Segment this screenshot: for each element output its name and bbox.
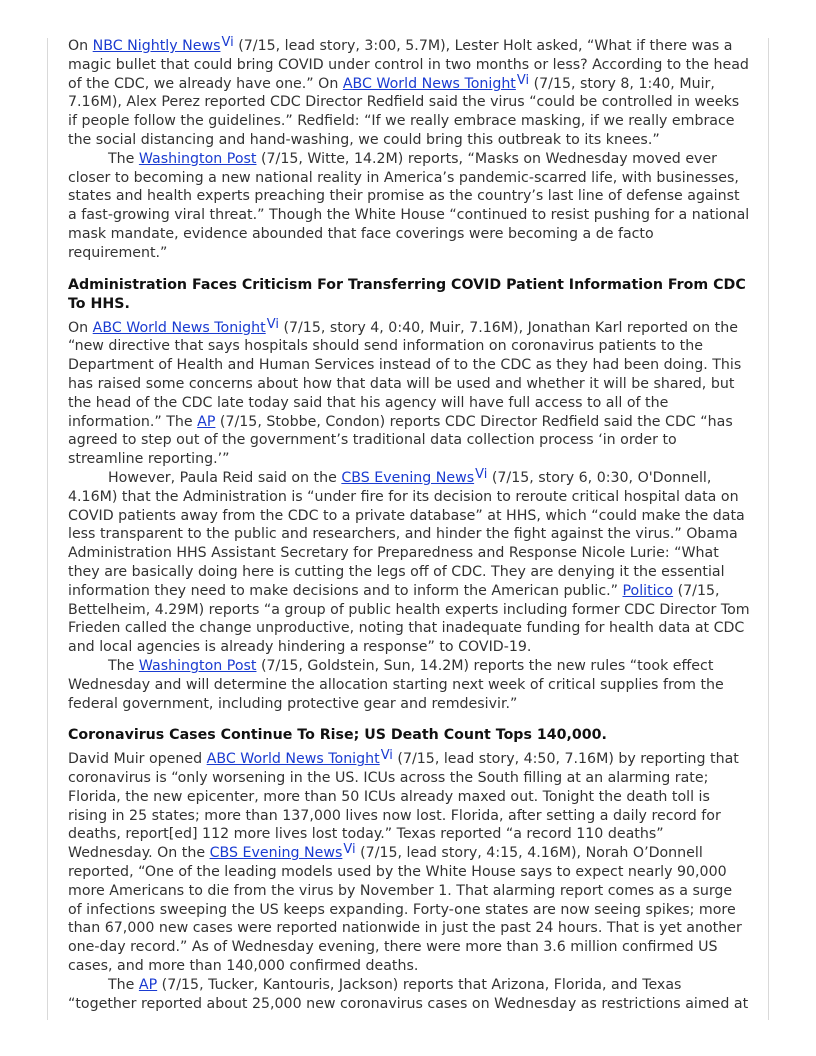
link-ap[interactable]: AP [138,976,158,993]
paragraph-text: On [68,319,93,336]
paragraph-text: The [108,150,139,167]
paragraph-text: (7/15, story 6, 0:30, O'Donnell, 4.16M) that the Administration is “under fire for its decision to reroute critical hospital data on COVID patients away from the CDC to a private database” at HHS, which “could make the data less transparent to the public and researchers, and hinder the fight against the virus.” Obama Administration HHS Assistant Secretary for Preparedness and Response Nicole Lurie: “What they are basically doing here is cutting the legs off of CDC. They are denying it the essential information they need to make decisions and to inform the American public.” [68,469,745,599]
link-ap[interactable]: AP [197,413,216,430]
video-icon[interactable]: Vi [475,466,488,482]
paragraph-hhs-wapo [68,657,750,713]
paragraph-text: (7/15, Witte, 14.2M) reports, “Masks on Wednesday moved ever closer to becoming a new national reality in America’s pandemic-scarred life, with businesses, states and health experts preaching their promise as the country’s last line of defense against a fast-growing viral threat.” Though the White House “continued to resist pushing for a national mask mandate, evidence abounded that face coverings were becoming a de facto requirement.” [68,150,750,261]
page-border-right [768,38,769,1020]
paragraph-text: (7/15, Goldstein, Sun, 14.2M) reports the new rules “took effect Wednesday and will determine the allocation starting next week of critical supplies from the federal government, including protective gear and remdesivir.” [68,657,724,712]
heading-cdc-data-transfer: Administration Faces Criticism For Transferring COVID Patient Information From CDC To HHS. [68,276,746,312]
link-politico[interactable]: Politico [622,582,674,599]
paragraph-text: (7/15, lead story, 4:50, 7.16M) by reporting that coronavirus is “only worsening in the US. ICUs across the South filling at an alarming rate; Florida, the new epicenter, more than 50 ICUs already maxed out. Tonight the death toll is rising in 25 states; more than 137,000 lives now lost. Florida, after setting a daily record for deaths, report[ed] 112 more lives lost today.” Texas reported “a record 110 deaths” Wednesday. On the [68,751,739,862]
paragraph-text: (7/15, story 4, 0:40, Muir, 7.16M), Jonathan Karl reported on the “new directive that says hospitals should send information on coronavirus patients to the Department of Health and Human Services instead of to the CDC as they had been doing. This has raised some concerns about how that data will be used and whether it will be shared, but the head of the CDC late today said that his agency will have full access to all of the information.” The [68,319,742,430]
video-icon[interactable]: Vi [516,72,530,88]
paragraph-text: David Muir opened [68,751,207,768]
link-nbc-nightly-news[interactable]: NBC Nightly News [92,38,221,54]
page-border-left [47,38,48,1020]
paragraph-text: The [108,657,139,674]
paragraph-cases-abc-cbs [68,750,750,976]
paragraph-text: On [68,38,93,54]
heading-cases-rise: Coronavirus Cases Continue To Rise; US Death Count Tops 140,000. [68,727,607,744]
paragraph-text: (7/15, Bettelheim, 4.29M) reports “a group of public health experts including former CDC Director Tom Frieden called the change unproductive, noting that inadequate funding for health data at CDC and local agencies is already hindering a response” to COVID-19. [68,582,750,656]
news-briefing-body [68,37,750,1013]
paragraph-text: (7/15, Stobbe, Condon) reports CDC Director Redfield said the CDC “has agreed to step out of the government’s traditional data collection process ‘in order to streamline reporting.’” [68,413,733,468]
video-icon[interactable]: Vi [380,748,393,764]
paragraph-masks-wapo [68,150,750,263]
paragraph-text: (7/15, Tucker, Kantouris, Jackson) reports that Arizona, Florida, and Texas “together reported about 25,000 new coronavirus cases on Wednesday as restrictions aimed at [68,976,749,1012]
paragraph-masks-nbc [68,37,750,150]
video-icon[interactable]: Vi [266,316,279,332]
link-abc-world-news-tonight[interactable]: ABC World News Tonight [206,751,380,768]
paragraph-text: However, Paula Reid said on the [108,469,342,486]
paragraph-text: (7/15, lead story, 4:15, 4.16M), Norah O’Donnell reported, “One of the leading models used by the White House says to expect nearly 90,000 more Americans to die from the virus by November 1. That alarming report comes as a surge of infections sweeping the US keeps expanding. Forty-one states are now seeing spikes; more than 67,000 new cases were reported nationwide in just the past 24 hours. That is yet another one-day record.” As of Wednesday evening, there were more than 3.6 million confirmed US cases, and more than 140,000 confirmed deaths. [68,845,742,975]
paragraph-hhs-cbs [68,466,750,657]
link-washington-post[interactable]: Washington Post [138,150,257,167]
link-washington-post[interactable]: Washington Post [138,657,257,674]
link-abc-world-news-tonight[interactable]: ABC World News Tonight [92,319,266,336]
link-cbs-evening-news[interactable]: CBS Evening News [341,469,475,486]
video-icon[interactable]: Vi [343,842,356,858]
link-abc-world-news-tonight[interactable]: ABC World News Tonight [342,75,516,92]
paragraph-text: (7/15, lead story, 3:00, 5.7M), Lester Holt asked, “What if there was a magic bullet that could bring COVID under control in two months or less? According to the head of the CDC, we already have one.” On [68,38,749,92]
paragraph-hhs-abc [68,316,750,469]
paragraph-cases-ap [68,976,750,1014]
paragraph-text: (7/15, story 8, 1:40, Muir, 7.16M), Alex Perez reported CDC Director Redfield said the virus “could be controlled in weeks if people follow the guidelines.” Redfield: “If we really embrace masking, if we really embrace the social distancing and hand-washing, we could bring this outbreak to its knees.” [68,75,740,148]
paragraph-text: The [108,976,139,993]
link-cbs-evening-news[interactable]: CBS Evening News [209,845,343,862]
video-icon[interactable]: Vi [221,35,234,50]
